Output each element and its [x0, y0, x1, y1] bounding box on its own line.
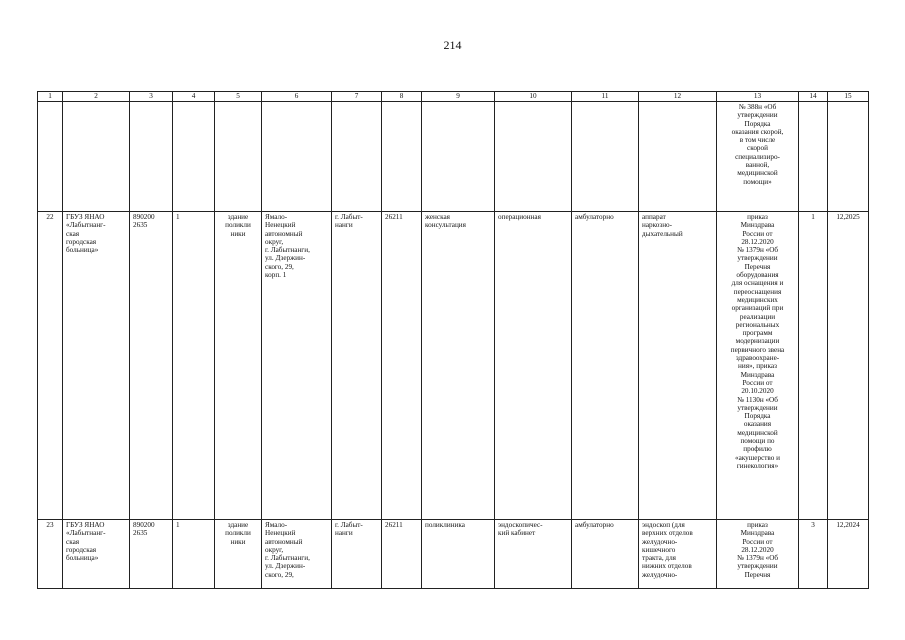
table-cell: эндоскоп (для верхних отделов желудочно- кишечного тракта, для нижних отделов желудочно-	[639, 520, 717, 589]
table-cell: г. Лабыт- нанги	[332, 212, 382, 520]
table-row	[38, 212, 869, 520]
table-cell: 12,2025	[828, 212, 869, 520]
table-cell	[63, 102, 130, 212]
column-header: 11	[572, 92, 639, 102]
table-cell: женская консультация	[422, 212, 495, 520]
table-cell: 890200 2635	[130, 520, 173, 589]
table-cell	[215, 102, 262, 212]
table-row	[38, 102, 869, 212]
table-cell: 1	[173, 520, 215, 589]
column-header: 12	[639, 92, 717, 102]
table-cell: здание поликли ники	[215, 212, 262, 520]
table-cell	[422, 102, 495, 212]
table-cell: ГБУЗ ЯНАО «Лабытнанг- ская городская больница»	[63, 212, 130, 520]
column-header: 4	[173, 92, 215, 102]
column-header: 8	[382, 92, 422, 102]
table-cell: 1	[173, 212, 215, 520]
column-header: 3	[130, 92, 173, 102]
column-header: 13	[717, 92, 799, 102]
page-number: 214	[443, 38, 462, 52]
table-cell	[173, 102, 215, 212]
table-cell: № 388н «Об утверждении Порядка оказания скорой, в том числе скорой специализиро- ванной, медицинской помощи»	[717, 102, 799, 212]
table-cell: 22	[38, 212, 63, 520]
table-cell	[262, 102, 332, 212]
table-cell	[130, 102, 173, 212]
table-cell: аппарат наркозно- дыхательный	[639, 212, 717, 520]
table-cell	[382, 102, 422, 212]
table-cell: 12,2024	[828, 520, 869, 589]
table-cell	[799, 102, 828, 212]
table-cell	[639, 102, 717, 212]
column-header: 1	[38, 92, 63, 102]
equipment-register-table	[37, 91, 869, 589]
table-cell	[572, 102, 639, 212]
column-header: 7	[332, 92, 382, 102]
table-cell	[828, 102, 869, 212]
table-cell: 26211	[382, 212, 422, 520]
column-number-row	[38, 92, 869, 102]
table-row	[38, 520, 869, 589]
table-cell: г. Лабыт- нанги	[332, 520, 382, 589]
table-cell: Ямало- Ненецкий автономный округ, г. Лабытнанги, ул. Дзержин- ского, 29, корп. 1	[262, 212, 332, 520]
table-cell: 1	[799, 212, 828, 520]
column-header: 2	[63, 92, 130, 102]
table-cell: приказ Минздрава России от 28.12.2020 № 1379н «Об утверждении Перечня оборудования для оснащения и переоснащения медицинских организаций при реализации региональных программ модернизации первичного звена здравоохране- ния», приказ Минздрава России от 20.10.2020 № 1130н «Об утверждении Порядка оказания медицинской помощи по профилю «акушерство и гинекология»	[717, 212, 799, 520]
column-header: 14	[799, 92, 828, 102]
column-header: 5	[215, 92, 262, 102]
table-cell: амбулаторно	[572, 212, 639, 520]
column-header: 9	[422, 92, 495, 102]
table-cell: приказ Минздрава России от 28.12.2020 № 1379н «Об утверждении Перечня	[717, 520, 799, 589]
table-cell: 23	[38, 520, 63, 589]
table-cell	[332, 102, 382, 212]
column-header: 10	[495, 92, 572, 102]
table-cell: ГБУЗ ЯНАО «Лабытнанг- ская городская больница»	[63, 520, 130, 589]
table-cell: Ямало- Ненецкий автономный округ, г. Лабытнанги, ул. Дзержин- ского, 29,	[262, 520, 332, 589]
table-cell: поликлиника	[422, 520, 495, 589]
table-cell: амбулаторно	[572, 520, 639, 589]
column-header: 6	[262, 92, 332, 102]
table-cell: эндоскопичес- кий кабинет	[495, 520, 572, 589]
table-cell: здание поликли ники	[215, 520, 262, 589]
table-cell	[38, 102, 63, 212]
table-cell: 26211	[382, 520, 422, 589]
table-cell	[495, 102, 572, 212]
column-header: 15	[828, 92, 869, 102]
table-cell: операционная	[495, 212, 572, 520]
table-cell: 3	[799, 520, 828, 589]
table-cell: 890200 2635	[130, 212, 173, 520]
